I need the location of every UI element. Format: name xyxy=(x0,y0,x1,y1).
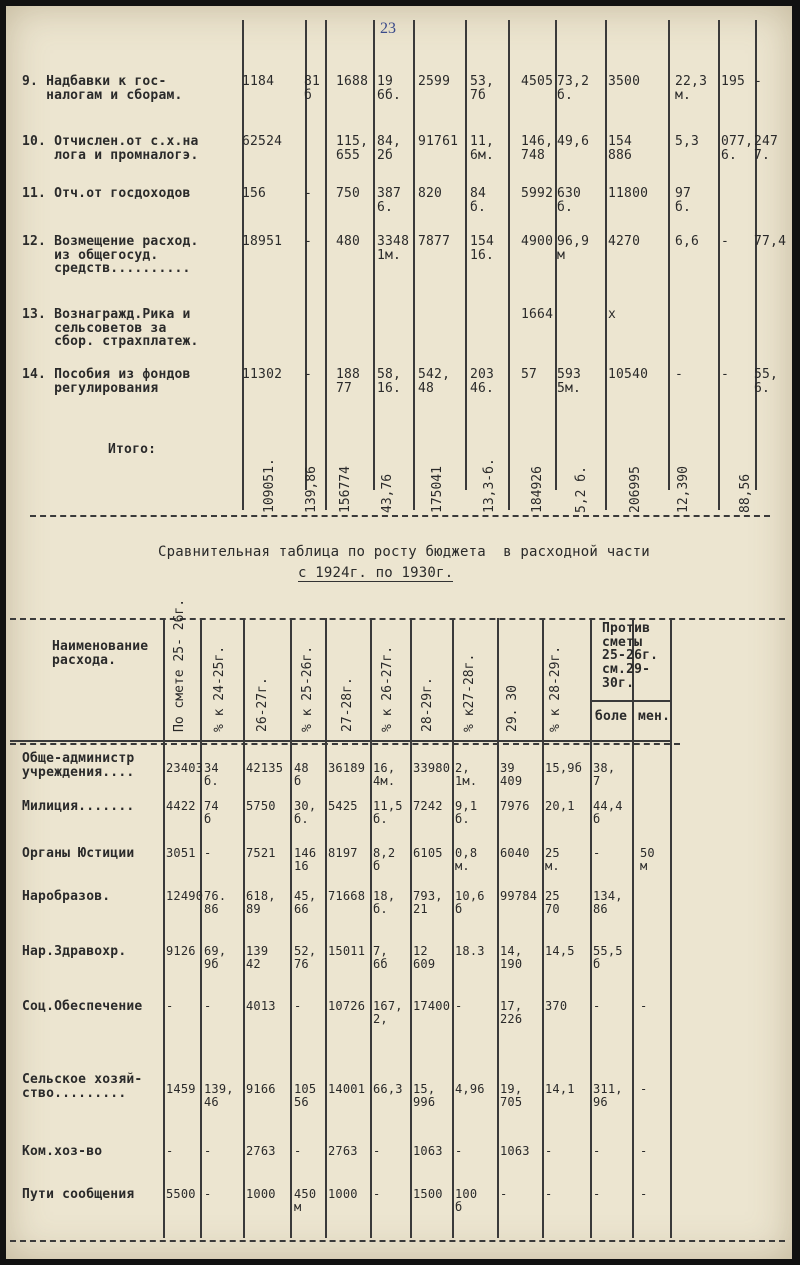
table-cell: 6040 xyxy=(500,846,530,860)
table-cell: 7, 6б xyxy=(373,944,388,971)
top-col-divider xyxy=(668,20,670,490)
table-cell: - xyxy=(373,1144,381,1158)
header-col: % к 26-27г. xyxy=(380,645,395,732)
table-row-label: Ком.хоз-во xyxy=(22,1144,103,1159)
table-cell: 38, 7 xyxy=(593,761,616,788)
top-cell: 1664 xyxy=(521,307,554,322)
table-cell: 71668 xyxy=(328,889,366,903)
top-cell: 2599 xyxy=(418,74,451,89)
table-cell: 25 м. xyxy=(545,846,560,873)
table-cell: 1063 xyxy=(413,1144,443,1158)
table-cell: - xyxy=(294,999,302,1013)
top-col-divider xyxy=(755,20,757,490)
table-cell: 793, 21 xyxy=(413,889,443,916)
top-cell: 146, 748 xyxy=(521,134,554,163)
table-cell: 48 б xyxy=(294,761,309,788)
comparison-title: Сравнительная таблица по росту бюджета в расходной части xyxy=(158,544,650,560)
top-cell: 4270 xyxy=(608,234,641,249)
top-cell: 77,4 xyxy=(754,234,787,249)
top-cell: 188 77 xyxy=(336,367,361,396)
table-cell: 105 56 xyxy=(294,1082,317,1109)
table-cell: 2, 1м. xyxy=(455,761,478,788)
comparison-subtitle: с 1924г. по 1930г. xyxy=(298,565,454,581)
top-cell: 97 б. xyxy=(675,186,692,215)
top-row-label: 11. Отч.от госдоходов xyxy=(22,186,191,201)
dashed-separator xyxy=(30,515,770,517)
top-cell: 7877 xyxy=(418,234,451,249)
table-cell: 18.3 xyxy=(455,944,485,958)
table-cell: - xyxy=(545,1144,553,1158)
table-cell: 2763 xyxy=(246,1144,276,1158)
table-cell: 16, 4м. xyxy=(373,761,396,788)
table-cell: 11,5 б. xyxy=(373,799,403,826)
top-cell: 81 б xyxy=(304,74,321,103)
top-cell: x xyxy=(608,307,617,322)
top-cell: 077, 6. xyxy=(721,134,754,163)
top-cell: - xyxy=(721,234,730,249)
top-cell: 820 xyxy=(418,186,443,201)
table-cell: - xyxy=(640,1144,648,1158)
top-cell: 84 б. xyxy=(470,186,487,215)
header-against-estimate: Против сметы 25-26г. см.29- 30г. xyxy=(602,621,659,691)
table-cell: 167, 2, xyxy=(373,999,403,1026)
top-col-divider xyxy=(325,20,327,510)
table-cell: 146 16 xyxy=(294,846,317,873)
table-cell: - xyxy=(204,999,212,1013)
table-cell: 50 м xyxy=(640,846,655,873)
total-value: 13,3-б. xyxy=(482,458,497,513)
table-cell: 14,5 xyxy=(545,944,575,958)
table-cell: 370 xyxy=(545,999,568,1013)
total-value: 175041 xyxy=(430,466,445,513)
table-cell: 618, 89 xyxy=(246,889,276,916)
top-row-label: 14. Пособия из фондов регулирования xyxy=(22,367,191,396)
table-cell: 34 б. xyxy=(204,761,219,788)
table-col-divider xyxy=(370,618,372,1238)
top-cell: 22,3 м. xyxy=(675,74,708,103)
table-cell: 10,6 б xyxy=(455,889,485,916)
dashed-separator xyxy=(10,1240,785,1242)
table-row-label: Наробразов. xyxy=(22,889,111,904)
table-col-divider xyxy=(590,618,592,1238)
dashed-separator xyxy=(10,743,680,745)
top-row-label: 13. Вознагражд.Рика и сельсоветов за сбор. страхплатеж. xyxy=(22,307,199,350)
top-cell: 203 46. xyxy=(470,367,495,396)
table-cell: 4422 xyxy=(166,799,196,813)
table-cell: 9,1 б. xyxy=(455,799,478,826)
top-cell: 4505 xyxy=(521,74,554,89)
top-cell: 1688 xyxy=(336,74,369,89)
header-more: боле xyxy=(595,709,628,724)
table-cell: 99784 xyxy=(500,889,538,903)
table-cell: - xyxy=(166,1144,174,1158)
table-cell: 14,1 xyxy=(545,1082,575,1096)
table-cell: - xyxy=(166,999,174,1013)
table-col-divider xyxy=(200,618,202,1238)
top-cell: 115, 655 xyxy=(336,134,369,163)
table-cell: 4013 xyxy=(246,999,276,1013)
top-cell: 10540 xyxy=(608,367,649,382)
table-cell: 15,9б xyxy=(545,761,583,775)
table-col-divider xyxy=(290,618,292,1238)
table-col-divider xyxy=(452,618,454,1238)
table-cell: 33980 xyxy=(413,761,451,775)
total-value: 156774 xyxy=(338,466,353,513)
top-cell: 73,2 б. xyxy=(557,74,590,103)
header-rule xyxy=(10,740,670,742)
table-cell: 7976 xyxy=(500,799,530,813)
top-row-label: 12. Возмещение расход. из общегосуд. средств.......... xyxy=(22,234,199,277)
table-col-divider xyxy=(632,618,634,1238)
top-cell: 19 6б. xyxy=(377,74,402,103)
table-cell: 8197 xyxy=(328,846,358,860)
top-cell: 53, 7б xyxy=(470,74,495,103)
table-col-divider xyxy=(410,618,412,1238)
top-cell: 57 xyxy=(521,367,538,382)
header-col: 29. 30 xyxy=(505,685,520,732)
page-number: 23 xyxy=(380,20,396,37)
table-row-label: Пути сообщения xyxy=(22,1187,135,1202)
top-cell: 5,3 xyxy=(675,134,700,149)
table-cell: 311, 96 xyxy=(593,1082,623,1109)
table-cell: 5500 xyxy=(166,1187,196,1201)
table-cell: 0,8 м. xyxy=(455,846,478,873)
table-cell: 76. 86 xyxy=(204,889,227,916)
top-cell: - xyxy=(304,367,313,382)
table-cell: 12490 xyxy=(166,889,204,903)
table-cell: 39 409 xyxy=(500,761,523,788)
table-row-label: Органы Юстиции xyxy=(22,846,135,861)
table-cell: 2763 xyxy=(328,1144,358,1158)
table-cell: 1063 xyxy=(500,1144,530,1158)
table-cell: 18, б. xyxy=(373,889,396,916)
table-cell: 52, 76 xyxy=(294,944,317,971)
table-cell: - xyxy=(593,999,601,1013)
table-cell: - xyxy=(593,1187,601,1201)
total-value: 12,390 xyxy=(676,466,691,513)
total-value: 206995 xyxy=(628,466,643,513)
top-cell: 3348 1м. xyxy=(377,234,410,263)
top-col-divider xyxy=(465,20,467,490)
top-cell: 11800 xyxy=(608,186,649,201)
total-value: 109051. xyxy=(262,458,277,513)
table-cell: - xyxy=(593,1144,601,1158)
top-cell: 84, 2б xyxy=(377,134,402,163)
top-cell: 247 7. xyxy=(754,134,779,163)
table-cell: 17400 xyxy=(413,999,451,1013)
table-col-divider xyxy=(163,618,165,1238)
top-cell: 156 xyxy=(242,186,267,201)
header-col: 26-27г. xyxy=(255,677,270,732)
top-col-divider xyxy=(242,20,244,510)
table-cell: 66,3 xyxy=(373,1082,403,1096)
header-sub-rule xyxy=(590,700,670,702)
table-row-label: Милиция....... xyxy=(22,799,135,814)
table-cell: 139 42 xyxy=(246,944,269,971)
header-col: % к27-28г. xyxy=(462,653,477,732)
table-cell: - xyxy=(640,1187,648,1201)
table-cell: - xyxy=(373,1187,381,1201)
table-cell: 15, 996 xyxy=(413,1082,436,1109)
top-cell: 58, 16. xyxy=(377,367,402,396)
header-col: % к 24-25г. xyxy=(212,645,227,732)
top-col-divider xyxy=(718,20,720,510)
table-cell: - xyxy=(593,846,601,860)
total-value: 184926 xyxy=(530,466,545,513)
table-cell: 134, 86 xyxy=(593,889,623,916)
table-row-label: Обще-администр учреждения.... xyxy=(22,751,135,780)
top-col-divider xyxy=(373,20,375,490)
total-label: Итого: xyxy=(108,442,157,457)
table-cell: 5750 xyxy=(246,799,276,813)
table-cell: 10726 xyxy=(328,999,366,1013)
top-cell: 542, 48 xyxy=(418,367,451,396)
table-cell: 7242 xyxy=(413,799,443,813)
table-cell: - xyxy=(204,846,212,860)
top-cell: 195 xyxy=(721,74,746,89)
table-col-divider xyxy=(325,618,327,1238)
table-cell: - xyxy=(640,1082,648,1096)
table-cell: 30, б. xyxy=(294,799,317,826)
header-less: мен. xyxy=(638,709,671,724)
top-row-label: 9. Надбавки к гос- налогам и сборам. xyxy=(22,74,183,103)
top-cell: 1184 xyxy=(242,74,275,89)
top-cell: 593 5м. xyxy=(557,367,582,396)
table-cell: 36189 xyxy=(328,761,366,775)
table-col-divider xyxy=(670,618,672,1238)
table-cell: 6105 xyxy=(413,846,443,860)
table-cell: 25 70 xyxy=(545,889,560,916)
top-cell: 3500 xyxy=(608,74,641,89)
table-cell: 9166 xyxy=(246,1082,276,1096)
table-cell: - xyxy=(204,1144,212,1158)
table-cell: 7521 xyxy=(246,846,276,860)
table-cell: 12 609 xyxy=(413,944,436,971)
top-cell: 11, 6м. xyxy=(470,134,495,163)
total-value: 43,76 xyxy=(380,473,395,513)
table-cell: 1459 xyxy=(166,1082,196,1096)
top-col-divider xyxy=(508,20,510,510)
total-value: 88,56 xyxy=(738,473,753,513)
table-cell: - xyxy=(204,1187,212,1201)
top-cell: 49,6 xyxy=(557,134,590,149)
table-cell: 17, 226 xyxy=(500,999,523,1026)
table-col-divider xyxy=(542,618,544,1238)
top-cell: - xyxy=(304,234,313,249)
table-cell: 8,2 б xyxy=(373,846,396,873)
top-cell: 387 6. xyxy=(377,186,402,215)
top-cell: 11302 xyxy=(242,367,283,382)
top-cell: 480 xyxy=(336,234,361,249)
top-col-divider xyxy=(605,20,607,510)
top-cell: 4900 xyxy=(521,234,554,249)
table-col-divider xyxy=(497,618,499,1238)
header-col: 27-28г. xyxy=(340,677,355,732)
header-name: Наименование расхода. xyxy=(52,639,149,668)
table-cell: - xyxy=(294,1144,302,1158)
table-row-label: Сельское хозяй- ство......... xyxy=(22,1072,143,1101)
table-cell: 23403 xyxy=(166,761,204,775)
table-cell: 20,1 xyxy=(545,799,575,813)
header-col: По смете 25- 26г. xyxy=(172,598,187,732)
table-cell: 44,4 б xyxy=(593,799,623,826)
table-cell: 69, 9б xyxy=(204,944,227,971)
table-cell: 1000 xyxy=(328,1187,358,1201)
table-cell: 5425 xyxy=(328,799,358,813)
table-cell: - xyxy=(545,1187,553,1201)
top-cell: - xyxy=(304,186,313,201)
top-cell: 5992 xyxy=(521,186,554,201)
top-cell: 18951 xyxy=(242,234,283,249)
top-cell: 55, 6. xyxy=(754,367,779,396)
table-cell: 3051 xyxy=(166,846,196,860)
total-value: 5,2 б. xyxy=(574,466,589,513)
table-cell: - xyxy=(640,999,648,1013)
header-col: % к 28-29г. xyxy=(548,645,563,732)
table-cell: 4,96 xyxy=(455,1082,485,1096)
table-cell: 100 б xyxy=(455,1187,478,1214)
header-col: % к 25-26г. xyxy=(300,645,315,732)
table-col-divider xyxy=(243,618,245,1238)
table-cell: 14001 xyxy=(328,1082,366,1096)
table-cell: 19, 705 xyxy=(500,1082,523,1109)
top-cell: - xyxy=(754,74,763,89)
table-cell: 9126 xyxy=(166,944,196,958)
top-cell: 62524 xyxy=(242,134,283,149)
table-cell: 55,5 б xyxy=(593,944,623,971)
header-col: 28-29г. xyxy=(420,677,435,732)
table-cell: 42135 xyxy=(246,761,284,775)
top-cell: 154 886 xyxy=(608,134,633,163)
table-cell: 450 м xyxy=(294,1187,317,1214)
table-cell: 15011 xyxy=(328,944,366,958)
table-cell: 14, 190 xyxy=(500,944,523,971)
top-cell: 6,6 xyxy=(675,234,700,249)
table-cell: 1000 xyxy=(246,1187,276,1201)
table-cell: 1500 xyxy=(413,1187,443,1201)
total-value: 139,86 xyxy=(304,466,319,513)
top-row-label: 10. Отчислен.от с.х.на лога и промналогэ. xyxy=(22,134,199,163)
top-cell: 154 16. xyxy=(470,234,495,263)
top-cell: 750 xyxy=(336,186,361,201)
top-cell: - xyxy=(675,367,684,382)
table-cell: - xyxy=(455,999,463,1013)
table-cell: 139, 46 xyxy=(204,1082,234,1109)
table-row-label: Нар.Здравохр. xyxy=(22,944,127,959)
top-cell: 630 б. xyxy=(557,186,582,215)
top-cell: 96,9 м xyxy=(557,234,590,263)
table-cell: - xyxy=(500,1187,508,1201)
table-cell: 45, 66 xyxy=(294,889,317,916)
table-cell: - xyxy=(455,1144,463,1158)
top-cell: - xyxy=(721,367,730,382)
top-col-divider xyxy=(413,20,415,510)
table-cell: 74 б xyxy=(204,799,219,826)
table-row-label: Соц.Обеспечение xyxy=(22,999,143,1014)
dashed-separator xyxy=(10,618,785,620)
top-cell: 91761 xyxy=(418,134,459,149)
